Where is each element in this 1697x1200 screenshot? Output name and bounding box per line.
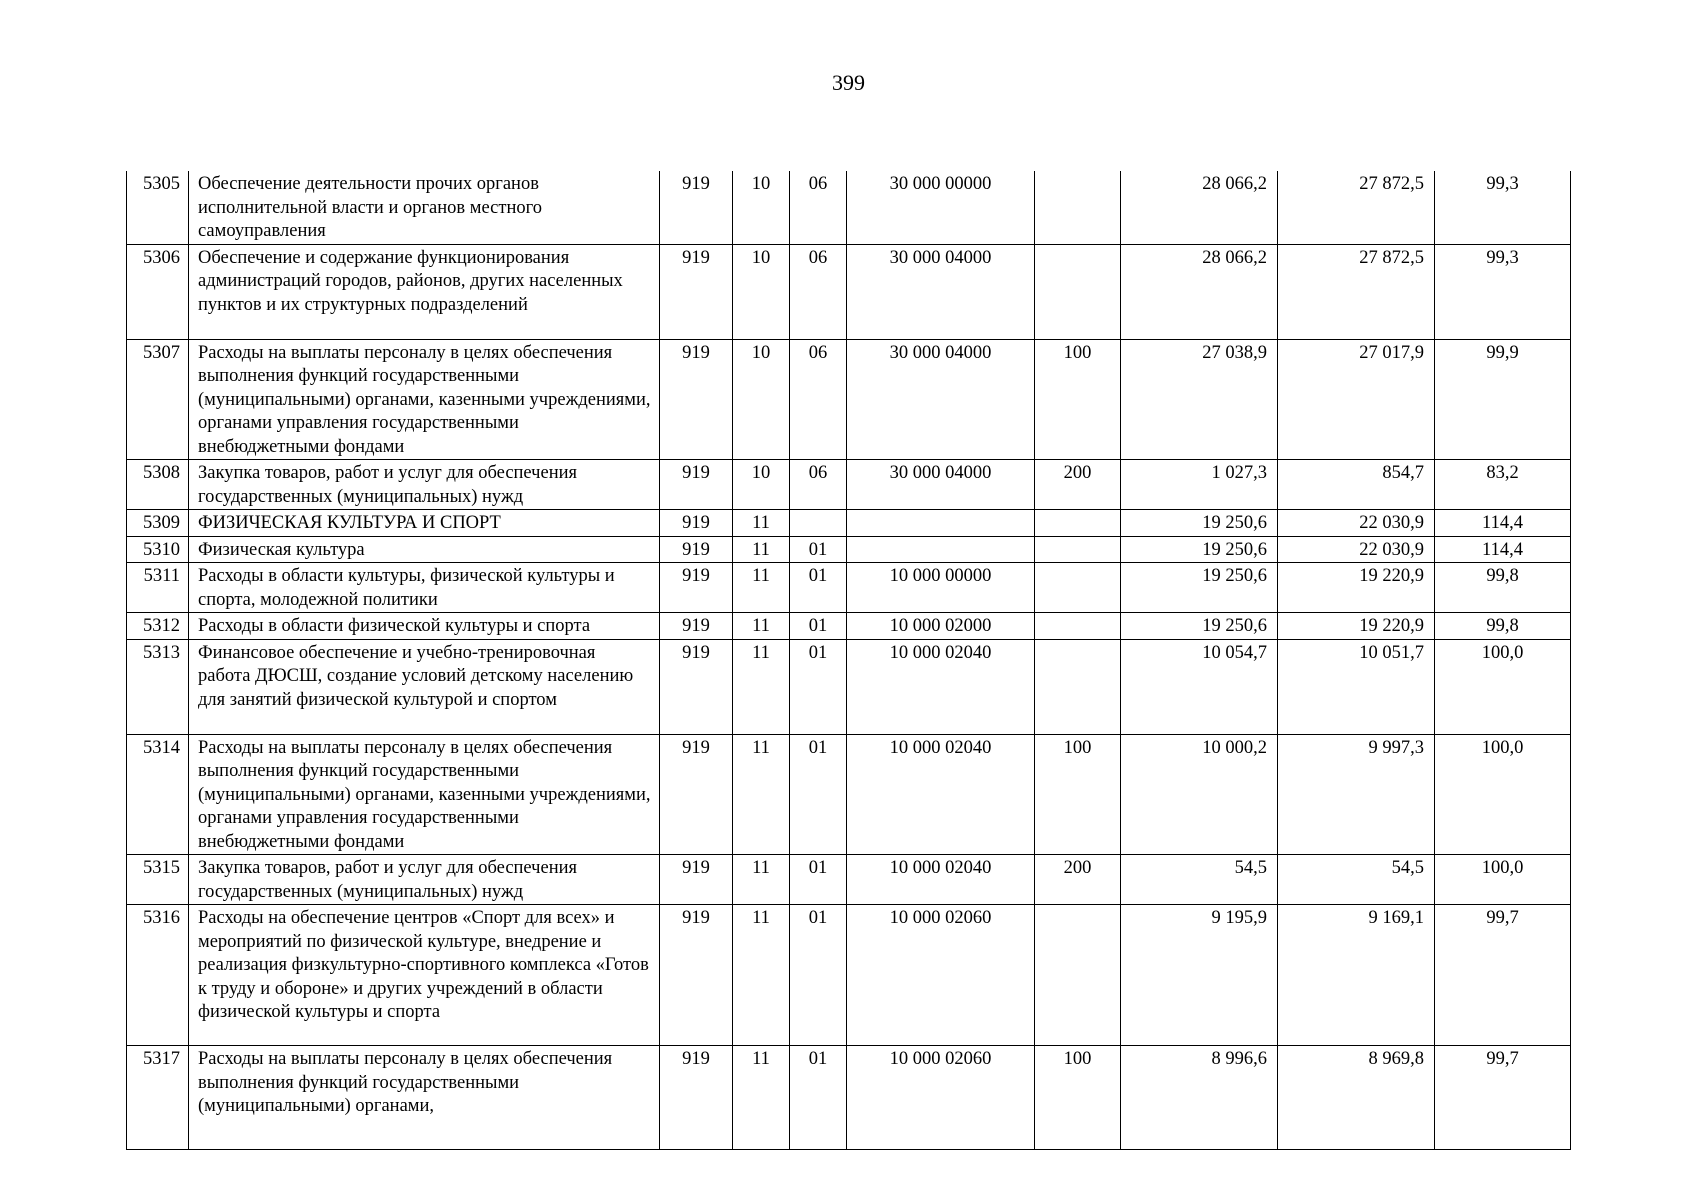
row-percent: 99,7 [1435,1046,1571,1150]
row-ved-code: 919 [660,855,733,905]
row-name: ФИЗИЧЕСКАЯ КУЛЬТУРА И СПОРТ [189,510,660,537]
row-ved-code: 919 [660,905,733,1046]
row-target-article: 30 000 00000 [847,171,1035,244]
row-target-article: 30 000 04000 [847,460,1035,510]
table-row [127,639,1571,734]
table-row [127,460,1571,510]
row-number: 5316 [127,905,189,1046]
row-expense-type [1035,171,1121,244]
row-ved-code: 919 [660,510,733,537]
table-row [127,171,1571,244]
row-number: 5306 [127,244,189,339]
row-number: 5310 [127,536,189,563]
row-subsection-code: 06 [790,339,847,460]
row-name: Расходы в области физической культуры и спорта [189,613,660,640]
table-row [127,613,1571,640]
row-ved-code: 919 [660,460,733,510]
row-section-code: 10 [733,171,790,244]
row-name: Расходы на выплаты персоналу в целях обеспечения выполнения функций государственными (муниципальными) органами, [189,1046,660,1150]
row-section-code: 10 [733,339,790,460]
row-name: Закупка товаров, работ и услуг для обеспечения государственных (муниципальных) нужд [189,460,660,510]
row-actual-amount: 27 872,5 [1278,171,1435,244]
row-target-article: 10 000 00000 [847,563,1035,613]
row-planned-amount: 19 250,6 [1121,536,1278,563]
row-actual-amount: 22 030,9 [1278,536,1435,563]
row-actual-amount: 27 872,5 [1278,244,1435,339]
row-section-code: 10 [733,460,790,510]
row-section-code: 11 [733,536,790,563]
row-planned-amount: 28 066,2 [1121,171,1278,244]
row-planned-amount: 19 250,6 [1121,563,1278,613]
row-expense-type [1035,563,1121,613]
row-subsection-code: 01 [790,536,847,563]
table-row [127,339,1571,460]
row-name: Физическая культура [189,536,660,563]
row-actual-amount: 27 017,9 [1278,339,1435,460]
row-subsection-code: 06 [790,460,847,510]
row-actual-amount: 8 969,8 [1278,1046,1435,1150]
table-body [127,171,1571,1150]
row-section-code: 11 [733,563,790,613]
row-number: 5317 [127,1046,189,1150]
row-actual-amount: 9 169,1 [1278,905,1435,1046]
row-percent: 99,7 [1435,905,1571,1046]
row-actual-amount: 10 051,7 [1278,639,1435,734]
row-percent: 100,0 [1435,734,1571,855]
table-row [127,855,1571,905]
row-section-code: 11 [733,1046,790,1150]
row-subsection-code: 06 [790,244,847,339]
row-number: 5312 [127,613,189,640]
table-row [127,244,1571,339]
row-planned-amount: 19 250,6 [1121,613,1278,640]
row-target-article [847,510,1035,537]
row-subsection-code: 01 [790,1046,847,1150]
table-row [127,1046,1571,1150]
row-name: Обеспечение деятельности прочих органов исполнительной власти и органов местного самоуправления [189,171,660,244]
table-row [127,905,1571,1046]
row-subsection-code: 01 [790,905,847,1046]
row-expense-type: 100 [1035,734,1121,855]
row-actual-amount: 854,7 [1278,460,1435,510]
row-target-article: 10 000 02060 [847,905,1035,1046]
row-section-code: 11 [733,613,790,640]
row-section-code: 10 [733,244,790,339]
row-percent: 99,9 [1435,339,1571,460]
row-section-code: 11 [733,734,790,855]
row-actual-amount: 19 220,9 [1278,563,1435,613]
row-percent: 100,0 [1435,639,1571,734]
row-actual-amount: 19 220,9 [1278,613,1435,640]
row-planned-amount: 19 250,6 [1121,510,1278,537]
row-planned-amount: 9 195,9 [1121,905,1278,1046]
row-name: Расходы на обеспечение центров «Спорт для всех» и мероприятий по физической культуре, внедрение и реализация физкультурно-спортивного комплекса «Готов к труду и обороне» и других учреждений в области физической культуры и спорта [189,905,660,1046]
row-expense-type [1035,244,1121,339]
row-section-code: 11 [733,905,790,1046]
row-ved-code: 919 [660,639,733,734]
row-actual-amount: 9 997,3 [1278,734,1435,855]
row-expense-type [1035,510,1121,537]
row-actual-amount: 54,5 [1278,855,1435,905]
row-expense-type [1035,613,1121,640]
row-number: 5305 [127,171,189,244]
row-subsection-code [790,510,847,537]
row-name: Расходы в области культуры, физической культуры и спорта, молодежной политики [189,563,660,613]
row-number: 5313 [127,639,189,734]
row-expense-type: 100 [1035,1046,1121,1150]
budget-table [126,171,1571,1150]
row-percent: 99,8 [1435,613,1571,640]
row-subsection-code: 06 [790,171,847,244]
row-ved-code: 919 [660,536,733,563]
row-target-article: 30 000 04000 [847,244,1035,339]
row-section-code: 11 [733,510,790,537]
table-row [127,734,1571,855]
row-ved-code: 919 [660,1046,733,1150]
row-percent: 99,8 [1435,563,1571,613]
row-expense-type: 200 [1035,460,1121,510]
row-percent: 99,3 [1435,171,1571,244]
row-ved-code: 919 [660,563,733,613]
row-number: 5311 [127,563,189,613]
row-number: 5314 [127,734,189,855]
row-name: Расходы на выплаты персоналу в целях обеспечения выполнения функций государственными (муниципальными) органами, казенными учреждениями, органами управления государственными внебюджетными фондами [189,339,660,460]
row-expense-type [1035,905,1121,1046]
table-row [127,563,1571,613]
row-percent: 114,4 [1435,510,1571,537]
row-planned-amount: 8 996,6 [1121,1046,1278,1150]
row-target-article: 10 000 02060 [847,1046,1035,1150]
row-ved-code: 919 [660,244,733,339]
row-section-code: 11 [733,639,790,734]
row-target-article [847,536,1035,563]
row-section-code: 11 [733,855,790,905]
row-name: Закупка товаров, работ и услуг для обеспечения государственных (муниципальных) нужд [189,855,660,905]
row-target-article: 10 000 02000 [847,613,1035,640]
row-ved-code: 919 [660,171,733,244]
row-ved-code: 919 [660,339,733,460]
row-number: 5315 [127,855,189,905]
row-subsection-code: 01 [790,563,847,613]
row-number: 5307 [127,339,189,460]
row-planned-amount: 10 000,2 [1121,734,1278,855]
table-row [127,510,1571,537]
row-target-article: 10 000 02040 [847,855,1035,905]
row-name: Финансовое обеспечение и учебно-тренировочная работа ДЮСШ, создание условий детскому населению для занятий физической культурой и спортом [189,639,660,734]
row-subsection-code: 01 [790,613,847,640]
row-percent: 99,3 [1435,244,1571,339]
row-planned-amount: 1 027,3 [1121,460,1278,510]
row-ved-code: 919 [660,734,733,855]
row-planned-amount: 54,5 [1121,855,1278,905]
row-expense-type [1035,639,1121,734]
row-planned-amount: 10 054,7 [1121,639,1278,734]
row-subsection-code: 01 [790,639,847,734]
row-expense-type: 100 [1035,339,1121,460]
row-expense-type: 200 [1035,855,1121,905]
row-ved-code: 919 [660,613,733,640]
row-number: 5308 [127,460,189,510]
row-percent: 100,0 [1435,855,1571,905]
row-subsection-code: 01 [790,855,847,905]
row-actual-amount: 22 030,9 [1278,510,1435,537]
page-number: 399 [832,70,865,95]
row-name: Обеспечение и содержание функционирования администраций городов, районов, других населенных пунктов и их структурных подразделений [189,244,660,339]
row-percent: 114,4 [1435,536,1571,563]
table-row [127,536,1571,563]
row-target-article: 10 000 02040 [847,734,1035,855]
row-number: 5309 [127,510,189,537]
row-subsection-code: 01 [790,734,847,855]
row-planned-amount: 28 066,2 [1121,244,1278,339]
row-name: Расходы на выплаты персоналу в целях обеспечения выполнения функций государственными (муниципальными) органами, казенными учреждениями, органами управления государственными внебюджетными фондами [189,734,660,855]
row-percent: 83,2 [1435,460,1571,510]
row-target-article: 10 000 02040 [847,639,1035,734]
row-expense-type [1035,536,1121,563]
row-planned-amount: 27 038,9 [1121,339,1278,460]
row-target-article: 30 000 04000 [847,339,1035,460]
